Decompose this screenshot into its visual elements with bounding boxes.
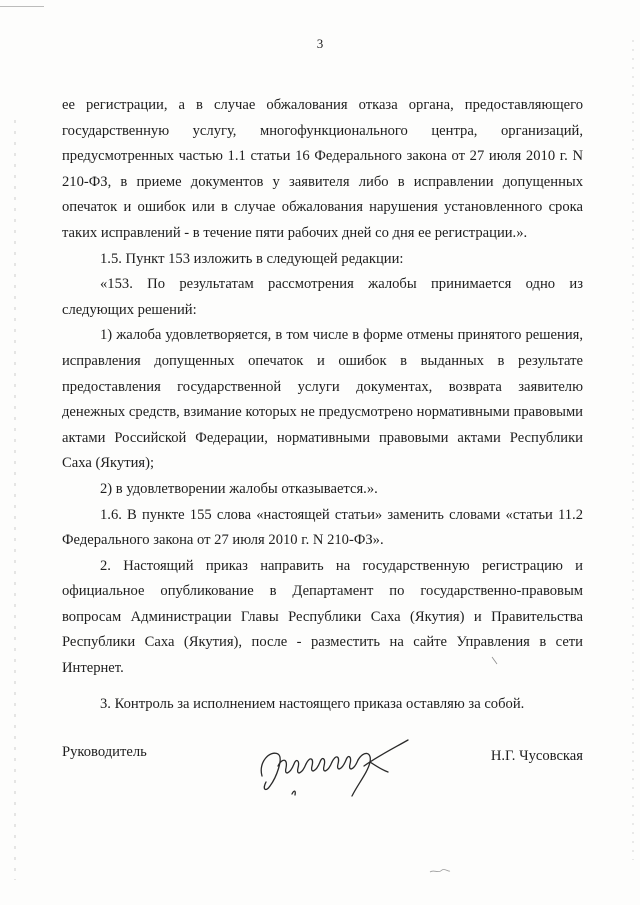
- signatory-title: Руководитель: [62, 744, 147, 760]
- signature-block: [62, 732, 583, 812]
- paragraph-order-3: 3. Контроль за исполнением настоящего приказа оставляю за собой.: [100, 695, 525, 712]
- scan-artifact-left-edge: [14, 120, 16, 880]
- paragraph-item-1-6: 1.6. В пункте 155 слова «настоящей статьи» заменить словами «статьи 11.2 Федерального закона от 27 июля 2010 г. N 210-ФЗ».: [62, 506, 583, 549]
- handwritten-signature: [248, 732, 418, 807]
- scan-artifact-smudge: [428, 866, 452, 876]
- paragraph-clause-153: «153. По результатам рассмотрения жалобы принимается одно из следующих решений:: [62, 276, 583, 318]
- signatory-name: Н.Г. Чусовская: [490, 748, 583, 764]
- document-body: [62, 93, 583, 717]
- scan-artifact-top: [0, 6, 44, 7]
- paragraph-decision-2: 2) в удовлетворении жалобы отказывается.».: [100, 480, 378, 497]
- scan-artifact-tick: [490, 655, 500, 667]
- scan-artifact-right-edge: [632, 40, 634, 860]
- page-number: 3: [316, 36, 324, 51]
- paragraph-order-2: 2. Настоящий приказ направить на государственную регистрацию и официальное опубликование в Департамент по государственно-правовым вопросам Администрации Главы Республики Саха (Якутия) и Правительства Республики Саха (Якутия), после - разместить на сайте Управления в сети Интернет.: [62, 557, 583, 677]
- paragraph-item-1-5: 1.5. Пункт 153 изложить в следующей редакции:: [100, 250, 404, 267]
- paragraph-decision-1: 1) жалоба удовлетворяется, в том числе в форме отмены принятого решения, исправления допущенных опечаток и ошибок в выданных в результате предоставления государственной услуги документах, возврата заявителю денежных средств, взимание которых не предусмотрено нормативными правовыми актами Российской Федерации, нормативными правовыми актами Республики Саха (Якутия);: [62, 327, 583, 472]
- paragraph-continuation: ее регистрации, а в случае обжалования отказа органа, предоставляющего государственную услугу, многофункционального центра, организаций, предусмотренных частью 1.1 статьи 16 Федерального закона от 27 июля 2010 г. N 210-ФЗ, в приеме документов у заявителя либо в исправлении допущенных опечаток и ошибок или в случае обжалования нарушения установленного срока таких исправлений - в течение пяти рабочих дней со дня ее регистрации.».: [62, 97, 583, 241]
